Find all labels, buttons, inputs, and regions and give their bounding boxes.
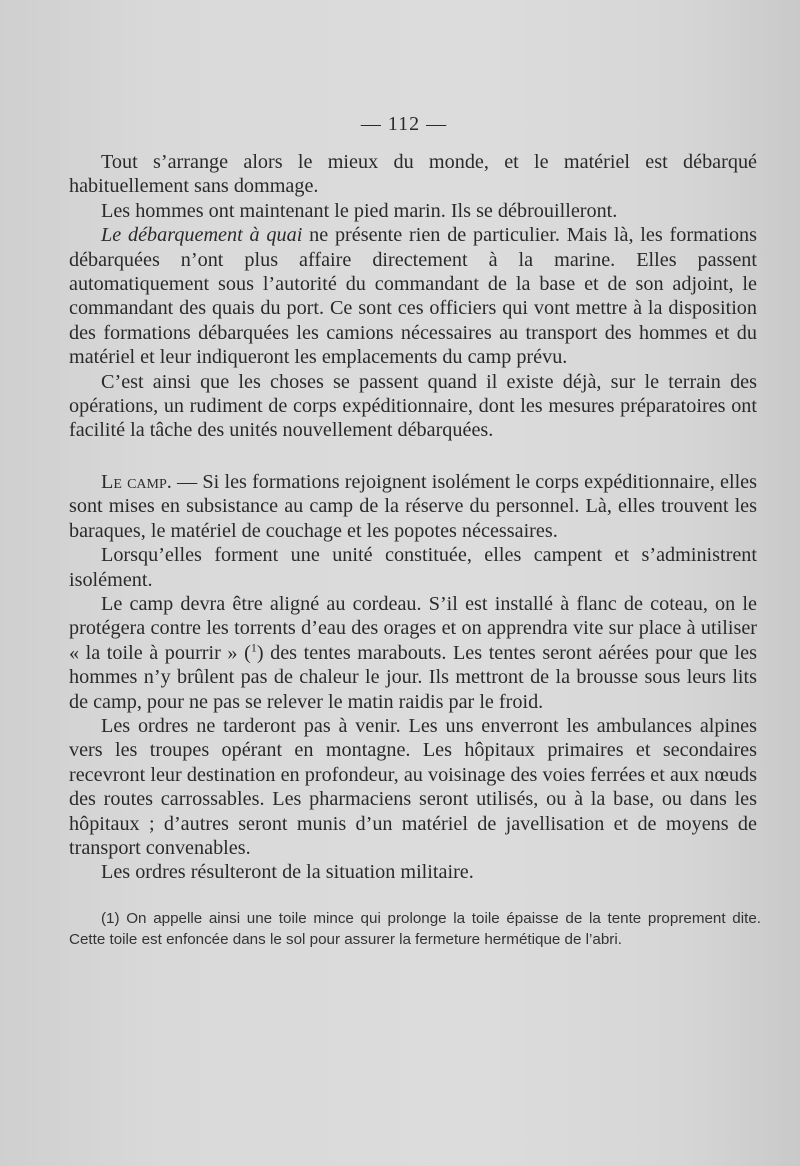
- footnote-reference: 1: [250, 639, 257, 654]
- body-text: [69, 150, 757, 885]
- paragraph-4: C’est ainsi que les choses se passent quand il existe déjà, sur le terrain des opérations, un rudiment de corps expéditionnaire, dont les mesures préparatoires ont facilité la tâche des unités nouvellement débarquées.: [69, 370, 757, 442]
- paragraph-7: [69, 592, 757, 714]
- paragraph-5: [69, 470, 757, 543]
- section-heading-le-camp: Le camp.: [101, 470, 172, 493]
- paragraph-3-text: ne présente rien de particulier. Mais là, les formations débarquées n’ont plus affaire directement à la marine. Elles passent automatiquement sous l’autorité du commandant de la base et de son adjoint, le commandant des quais du port. Ce sont ces officiers qui vont mettre à la disposition des formations débarquées les camions nécessaires au transport des hommes et du matériel et leur indiqueront les emplacements du camp prévu.: [69, 224, 757, 369]
- paragraph-7-text-b: ) des tentes marabouts. Les tentes seront aérées pour que les hommes n’y brûlent pas de chaleur le jour. Ils mettront de la brousse sous leurs lits de camp, pour ne pas se relever le matin raidis par le froid.: [69, 641, 757, 713]
- paragraph-8: Les ordres ne tarderont pas à venir. Les uns enverront les ambulances alpines vers les troupes opérant en montagne. Les hôpitaux primaires et secondaires recevront leur destination en profondeur, au voisinage des voies ferrées et aux nœuds des routes carrossables. Les pharmaciens seront utilisés, ou à la base, ou dans les hôpitaux ; d’autres seront munis d’un matériel de javellisation et de moyens de transport convenables.: [69, 714, 757, 859]
- section-gap: [69, 443, 757, 470]
- paragraph-6: Lorsqu’elles forment une unité constituée, elles campent et s’administrent isolément.: [69, 544, 757, 591]
- paragraph-2: Les hommes ont maintenant le pied marin. Ils se débrouilleront.: [101, 199, 618, 222]
- footnote: [69, 908, 761, 950]
- page-number: — 112 —: [360, 113, 448, 135]
- footnote-text: (1) On appelle ainsi une toile mince qui prolonge la toile épaisse de la tente proprement dite. Cette toile est enfoncée dans le sol pour assurer la fermeture hermétique de l’abri.: [69, 910, 761, 948]
- paragraph-5-text: — Si les formations rejoignent isolément le corps expéditionnaire, elles sont mises en subsistance au camp de la réserve du personnel. Là, elles trouvent les baraques, le matériel de couchage et les popotes nécessaires.: [69, 470, 757, 542]
- italic-phrase-debarquement: Le débarquement à quai: [101, 224, 303, 247]
- paragraph-7-text-a: Le camp devra être aligné au cordeau. S’il est installé à flanc de coteau, on le protégera contre les torrents d’eau des orages et on apprendra vite sur place à utiliser « la toile à pourrir » (: [69, 592, 757, 664]
- paragraph-1: Tout s’arrange alors le mieux du monde, et le matériel est débarqué habituellement sans dommage.: [69, 151, 757, 198]
- paragraph-3: [69, 223, 757, 369]
- paragraph-9: Les ordres résulteront de la situation militaire.: [101, 861, 474, 884]
